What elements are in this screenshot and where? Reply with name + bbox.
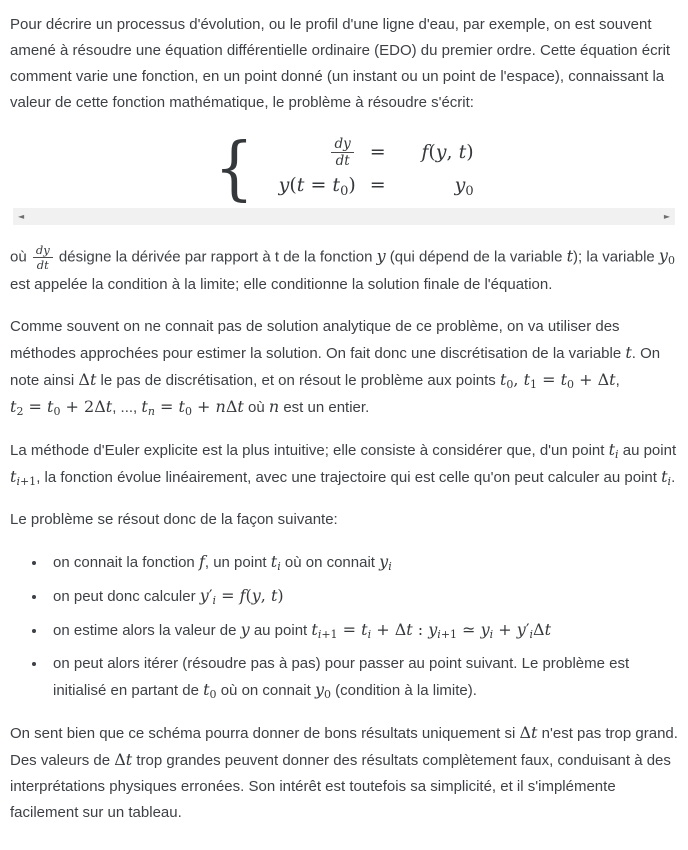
paragraph-intro: Pour décrire un processus d'évolution, ou le profil d'une ligne d'eau, par exemple, on est souvent amené à résoudre une équation différentielle ordinaire (EDO) du premier ordre. Cette équation écrit comment varie une fonction, en un point donné (un instant ou un point de l'espace), connaissant la valeur de cette fonction mathématique, le problème à résoudre s'écrit: (10, 16, 671, 111)
paragraph-discretisation: Comme souvent on ne connait pas de solution analytique de ce problème, on va utiliser des méthodes approchées pour estimer la solution. On fait donc une discrétisation de la variable t. On note ainsi Δt le pas de discrétisation, et on résout le problème aux points $t_0$, $t_1 = t_0 + \Delta t$, $t_2 = t_0 + 2\Delta t$, ..., $t_n = t_0 + n\Delta t$ où n est un entier. (10, 318, 661, 418)
scroll-left-icon[interactable]: ◄ (18, 211, 25, 221)
list-item: • on connait la fonction f, un point $t_i$ où on connait $y_i$ (47, 549, 678, 576)
display-equation (10, 126, 678, 209)
paragraph-conclusion: On sent bien que ce schéma pourra donner de bons résultats uniquement si Δt n'est pas trop grand. Des valeurs de Δt trop grandes peuvent donner des résultats complètement faux, conduisant à des interprétations physiques erronées. Son intérêt est toutefois sa simplicité, et il s'implémente facilement sur un tableau. (10, 723, 678, 821)
system-brace-icon: { (214, 126, 254, 209)
equation-horizontal-scrollbar[interactable] (13, 208, 675, 225)
equation-row2-equals: = (369, 174, 386, 196)
paragraph-resolution-intro: Le problème se résout donc de la façon suivante: (10, 511, 338, 528)
equation-grid (258, 136, 474, 200)
paragraph-derivative-note: où $\frac{dy}{dt}$ désigne la dérivée par rapport à t de la fonction y (qui dépend de la variable t); la variable $y_0$ est appelée la condition à la limite; elle conditionne la solution finale de l'équation. (10, 243, 675, 293)
equation-system (214, 126, 474, 209)
list-item: • on estime alors la valeur de y au point $t_{i+1} = t_i + \Delta t$ : $y_{i+1}$ ≃ $y_i + y'_i\Delta t$ (47, 617, 678, 644)
equation-row1-lhs: $\frac{dy}{dt}$ (258, 136, 356, 169)
list-item: • on peut donc calculer $y'_i = f(y$, t) (47, 583, 678, 610)
equation-row1-equals: = (369, 140, 386, 163)
equation-row2-rhs: $y_0$ (454, 174, 474, 199)
method-steps-list (10, 549, 678, 704)
equation-row1-rhs: f(y, t) (421, 140, 474, 163)
equation-row2-lhs: $y(t = t_0)$ (278, 174, 356, 199)
paragraph-euler-method: La méthode d'Euler explicite est la plus intuitive; elle consiste à considérer que, d'un point $t_i$ au point $t_{i+1}$, la fonction évolue linéairement, avec une trajectoire qui est celle qu'on peut calculer au point $t_i$. (10, 440, 677, 488)
scroll-right-icon[interactable]: ► (663, 211, 670, 221)
list-item: • on peut alors itérer (résoudre pas à pas) pour passer au point suivant. Le problème est initialisé en partant de $t_0$ où on connait $y_0$ (condition à la limite). (47, 651, 678, 704)
